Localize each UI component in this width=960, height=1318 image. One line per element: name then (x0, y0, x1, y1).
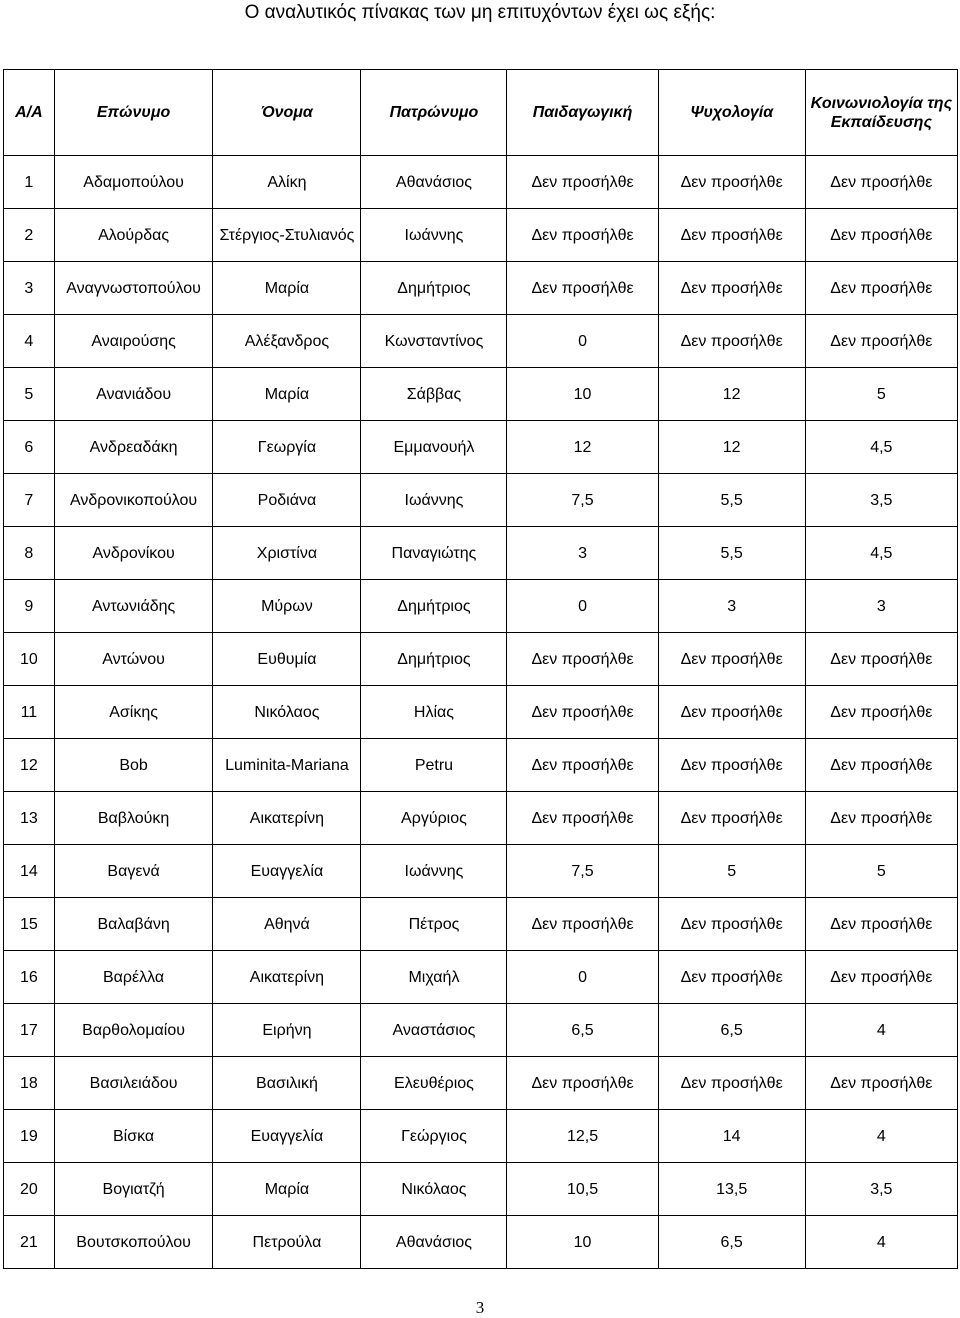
cell-pedagogy: Δεν προσήλθε (507, 633, 658, 686)
cell-surname: Βαλαβάνη (54, 898, 213, 951)
cell-first-name: Μαρία (213, 368, 361, 421)
cell-fathers-name: Παναγιώτης (361, 527, 507, 580)
cell-sociology-of-education: 4 (805, 1004, 957, 1057)
cell-surname: Αντώνου (54, 633, 213, 686)
cell-surname: Βαγενά (54, 845, 213, 898)
cell-pedagogy: Δεν προσήλθε (507, 209, 658, 262)
cell-fathers-name: Κωνσταντίνος (361, 315, 507, 368)
cell-psychology: 5,5 (658, 474, 805, 527)
cell-pedagogy: 10 (507, 368, 658, 421)
cell-index: 21 (4, 1216, 55, 1269)
cell-psychology: 3 (658, 580, 805, 633)
table-row (4, 1057, 958, 1110)
cell-fathers-name: Αναστάσιος (361, 1004, 507, 1057)
cell-sociology-of-education: Δεν προσήλθε (805, 633, 957, 686)
table-row (4, 845, 958, 898)
cell-psychology: Δεν προσήλθε (658, 686, 805, 739)
cell-index: 15 (4, 898, 55, 951)
column-header-first-name: Όνομα (213, 70, 361, 156)
cell-index: 20 (4, 1163, 55, 1216)
cell-psychology: 12 (658, 368, 805, 421)
table-row (4, 951, 958, 1004)
cell-pedagogy: 12 (507, 421, 658, 474)
cell-first-name: Αλίκη (213, 156, 361, 209)
table-row (4, 580, 958, 633)
cell-first-name: Luminita-Mariana (213, 739, 361, 792)
results-table (3, 69, 958, 1269)
cell-sociology-of-education: Δεν προσήλθε (805, 898, 957, 951)
table-row (4, 686, 958, 739)
table-row (4, 421, 958, 474)
cell-first-name: Ευαγγελία (213, 1110, 361, 1163)
cell-index: 7 (4, 474, 55, 527)
column-header-surname: Επώνυμο (54, 70, 213, 156)
table-row (4, 1163, 958, 1216)
cell-sociology-of-education: 3,5 (805, 1163, 957, 1216)
cell-surname: Ανδρονικοπούλου (54, 474, 213, 527)
cell-index: 8 (4, 527, 55, 580)
column-header-fathers-name: Πατρώνυμο (361, 70, 507, 156)
cell-index: 5 (4, 368, 55, 421)
table-row (4, 633, 958, 686)
cell-psychology: Δεν προσήλθε (658, 262, 805, 315)
cell-index: 12 (4, 739, 55, 792)
cell-surname: Βαβλούκη (54, 792, 213, 845)
cell-first-name: Γεωργία (213, 421, 361, 474)
cell-sociology-of-education: 4,5 (805, 527, 957, 580)
cell-psychology: Δεν προσήλθε (658, 156, 805, 209)
cell-surname: Βασιλειάδου (54, 1057, 213, 1110)
column-header-psychology: Ψυχολογία (658, 70, 805, 156)
table-row (4, 315, 958, 368)
table-row (4, 1110, 958, 1163)
cell-pedagogy: Δεν προσήλθε (507, 262, 658, 315)
cell-psychology: Δεν προσήλθε (658, 792, 805, 845)
cell-surname: Αναιρούσης (54, 315, 213, 368)
cell-pedagogy: 0 (507, 315, 658, 368)
cell-sociology-of-education: Δεν προσήλθε (805, 1057, 957, 1110)
cell-first-name: Μύρων (213, 580, 361, 633)
table-row (4, 527, 958, 580)
table-row (4, 474, 958, 527)
cell-surname: Αλούρδας (54, 209, 213, 262)
cell-psychology: Δεν προσήλθε (658, 315, 805, 368)
cell-pedagogy: 10 (507, 1216, 658, 1269)
column-header-pedagogy: Παιδαγωγική (507, 70, 658, 156)
page-number: 3 (475, 1298, 485, 1317)
cell-first-name: Ειρήνη (213, 1004, 361, 1057)
cell-pedagogy: Δεν προσήλθε (507, 898, 658, 951)
cell-index: 3 (4, 262, 55, 315)
cell-surname: Αναγνωστοπούλου (54, 262, 213, 315)
cell-first-name: Πετρούλα (213, 1216, 361, 1269)
cell-pedagogy: 6,5 (507, 1004, 658, 1057)
cell-pedagogy: 12,5 (507, 1110, 658, 1163)
cell-sociology-of-education: Δεν προσήλθε (805, 262, 957, 315)
cell-sociology-of-education: 5 (805, 845, 957, 898)
cell-surname: Βαρέλλα (54, 951, 213, 1004)
cell-fathers-name: Δημήτριος (361, 262, 507, 315)
table-row (4, 1216, 958, 1269)
cell-pedagogy: 3 (507, 527, 658, 580)
cell-fathers-name: Αθανάσιος (361, 1216, 507, 1269)
cell-sociology-of-education: 3,5 (805, 474, 957, 527)
cell-fathers-name: Πέτρος (361, 898, 507, 951)
cell-index: 11 (4, 686, 55, 739)
cell-sociology-of-education: 5 (805, 368, 957, 421)
cell-psychology: Δεν προσήλθε (658, 739, 805, 792)
cell-psychology: 5,5 (658, 527, 805, 580)
cell-index: 17 (4, 1004, 55, 1057)
cell-index: 16 (4, 951, 55, 1004)
cell-fathers-name: Petru (361, 739, 507, 792)
cell-index: 14 (4, 845, 55, 898)
cell-pedagogy: Δεν προσήλθε (507, 686, 658, 739)
cell-sociology-of-education: Δεν προσήλθε (805, 315, 957, 368)
cell-sociology-of-education: Δεν προσήλθε (805, 156, 957, 209)
cell-surname: Αντωνιάδης (54, 580, 213, 633)
cell-fathers-name: Μιχαήλ (361, 951, 507, 1004)
cell-fathers-name: Ιωάννης (361, 474, 507, 527)
header-row (4, 70, 958, 156)
cell-index: 1 (4, 156, 55, 209)
cell-pedagogy: 0 (507, 580, 658, 633)
cell-pedagogy: Δεν προσήλθε (507, 156, 658, 209)
cell-index: 2 (4, 209, 55, 262)
cell-fathers-name: Σάββας (361, 368, 507, 421)
cell-sociology-of-education: 4 (805, 1110, 957, 1163)
cell-fathers-name: Νικόλαος (361, 1163, 507, 1216)
cell-surname: Βίσκα (54, 1110, 213, 1163)
cell-sociology-of-education: Δεν προσήλθε (805, 739, 957, 792)
cell-fathers-name: Ιωάννης (361, 209, 507, 262)
cell-psychology: Δεν προσήλθε (658, 1057, 805, 1110)
cell-sociology-of-education: 4,5 (805, 421, 957, 474)
cell-first-name: Ευθυμία (213, 633, 361, 686)
cell-fathers-name: Ιωάννης (361, 845, 507, 898)
cell-index: 10 (4, 633, 55, 686)
cell-index: 18 (4, 1057, 55, 1110)
cell-sociology-of-education: 4 (805, 1216, 957, 1269)
cell-surname: Βαρθολομαίου (54, 1004, 213, 1057)
cell-fathers-name: Αθανάσιος (361, 156, 507, 209)
cell-pedagogy: Δεν προσήλθε (507, 739, 658, 792)
table-row (4, 1004, 958, 1057)
cell-psychology: 13,5 (658, 1163, 805, 1216)
cell-first-name: Μαρία (213, 1163, 361, 1216)
cell-first-name: Νικόλαος (213, 686, 361, 739)
cell-first-name: Αικατερίνη (213, 951, 361, 1004)
cell-first-name: Αικατερίνη (213, 792, 361, 845)
cell-psychology: 6,5 (658, 1216, 805, 1269)
cell-first-name: Ευαγγελία (213, 845, 361, 898)
cell-psychology: 5 (658, 845, 805, 898)
cell-surname: Βογιατζή (54, 1163, 213, 1216)
cell-psychology: Δεν προσήλθε (658, 209, 805, 262)
table-header (4, 70, 958, 156)
cell-index: 19 (4, 1110, 55, 1163)
cell-index: 4 (4, 315, 55, 368)
cell-surname: Βουτσκοπούλου (54, 1216, 213, 1269)
table-row (4, 898, 958, 951)
table-body (4, 156, 958, 1269)
intro-text: Ο αναλυτικός πίνακας των μη επιτυχόντων έχει ως εξής: (244, 2, 716, 23)
cell-fathers-name: Δημήτριος (361, 580, 507, 633)
cell-pedagogy: 10,5 (507, 1163, 658, 1216)
cell-first-name: Χριστίνα (213, 527, 361, 580)
cell-first-name: Βασιλική (213, 1057, 361, 1110)
cell-surname: Ανδρεαδάκη (54, 421, 213, 474)
cell-psychology: 6,5 (658, 1004, 805, 1057)
cell-index: 6 (4, 421, 55, 474)
cell-index: 13 (4, 792, 55, 845)
cell-fathers-name: Αργύριος (361, 792, 507, 845)
table-row (4, 368, 958, 421)
cell-index: 9 (4, 580, 55, 633)
cell-first-name: Αλέξανδρος (213, 315, 361, 368)
cell-sociology-of-education: Δεν προσήλθε (805, 686, 957, 739)
cell-fathers-name: Ελευθέριος (361, 1057, 507, 1110)
cell-first-name: Ροδιάνα (213, 474, 361, 527)
column-header-index: Α/Α (4, 70, 55, 156)
cell-fathers-name: Δημήτριος (361, 633, 507, 686)
cell-fathers-name: Ηλίας (361, 686, 507, 739)
cell-first-name: Αθηνά (213, 898, 361, 951)
cell-pedagogy: 0 (507, 951, 658, 1004)
table-row (4, 156, 958, 209)
cell-pedagogy: Δεν προσήλθε (507, 1057, 658, 1110)
cell-psychology: Δεν προσήλθε (658, 951, 805, 1004)
cell-sociology-of-education: 3 (805, 580, 957, 633)
cell-fathers-name: Εμμανουήλ (361, 421, 507, 474)
cell-sociology-of-education: Δεν προσήλθε (805, 951, 957, 1004)
cell-first-name: Μαρία (213, 262, 361, 315)
table-row (4, 209, 958, 262)
cell-sociology-of-education: Δεν προσήλθε (805, 792, 957, 845)
cell-surname: Ανδρονίκου (54, 527, 213, 580)
cell-pedagogy: Δεν προσήλθε (507, 792, 658, 845)
column-header-sociology-of-education: Κοινωνιολογία της Εκπαίδευσης (805, 70, 957, 156)
cell-surname: Bob (54, 739, 213, 792)
cell-fathers-name: Γεώργιος (361, 1110, 507, 1163)
table-row (4, 739, 958, 792)
cell-psychology: 12 (658, 421, 805, 474)
cell-psychology: Δεν προσήλθε (658, 898, 805, 951)
table-row (4, 792, 958, 845)
cell-psychology: Δεν προσήλθε (658, 633, 805, 686)
cell-surname: Ασίκης (54, 686, 213, 739)
table-row (4, 262, 958, 315)
cell-pedagogy: 7,5 (507, 845, 658, 898)
cell-psychology: 14 (658, 1110, 805, 1163)
cell-sociology-of-education: Δεν προσήλθε (805, 209, 957, 262)
cell-surname: Αδαμοπούλου (54, 156, 213, 209)
cell-pedagogy: 7,5 (507, 474, 658, 527)
cell-first-name: Στέργιος-Στυλιανός (213, 209, 361, 262)
cell-surname: Ανανιάδου (54, 368, 213, 421)
